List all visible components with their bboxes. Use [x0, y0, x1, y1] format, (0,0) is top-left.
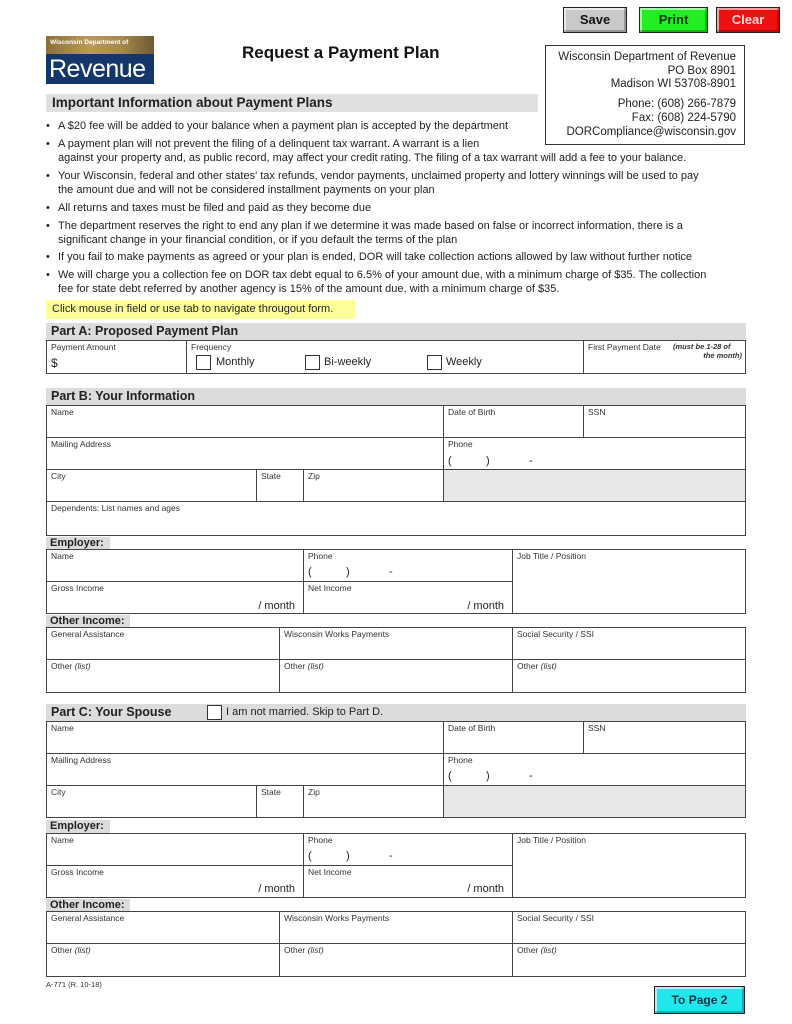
- monthly-checkbox[interactable]: [196, 355, 211, 370]
- part-c-heading: Part C: Your Spouse: [46, 704, 746, 721]
- spouse-name-field[interactable]: Name: [46, 721, 444, 754]
- spouse-general-assistance-field[interactable]: General Assistance: [46, 911, 280, 944]
- frequency-group: Frequency Monthly Bi-weekly Weekly: [186, 340, 584, 374]
- spouse-ssn-field[interactable]: SSN: [583, 721, 746, 754]
- mailing-address-field[interactable]: Mailing Address: [46, 437, 444, 470]
- spouse-other-income-field[interactable]: Other (list): [279, 943, 513, 977]
- spouse-other-income-field[interactable]: Other (list): [512, 943, 746, 977]
- revenue-logo: [46, 36, 154, 84]
- info-bullet: • The department reserves the right to end any plan if we determine it was made based on false or incorrect information, there is a significant change in your financial condition, or if you default the terms of the plan: [46, 220, 683, 246]
- other-income-field[interactable]: Other (list): [279, 659, 513, 693]
- spouse-zip-field[interactable]: Zip: [303, 785, 444, 818]
- blank-cell: [443, 785, 746, 818]
- info-bullet: • A payment plan will not prevent the filing of a delinquent tax warrant. A warrant is a lien against your property and, as public record, may affect your credit rating. The filing of a tax warrant will add a fee to your balance.: [46, 138, 687, 164]
- state-field[interactable]: State: [256, 469, 304, 502]
- spouse-dob-field[interactable]: Date of Birth: [443, 721, 584, 754]
- save-button[interactable]: Save: [563, 7, 627, 33]
- part-b-heading: Part B: Your Information: [46, 388, 746, 405]
- city-field[interactable]: City: [46, 469, 257, 502]
- logo-name: Revenue: [49, 55, 146, 83]
- net-income-field[interactable]: Net Income / month: [303, 581, 513, 614]
- page-title: Request a Payment Plan: [242, 43, 440, 62]
- info-bullet: • Your Wisconsin, federal and other states' tax refunds, vendor payments, unclaimed property and lottery winnings will be used to pay the amount due and will not be considered installment payments on your plan: [46, 170, 699, 196]
- spouse-other-income-heading: Other Income:: [46, 899, 130, 912]
- zip-field[interactable]: Zip: [303, 469, 444, 502]
- wisconsin-works-field[interactable]: Wisconsin Works Payments: [279, 627, 513, 660]
- general-assistance-field[interactable]: General Assistance: [46, 627, 280, 660]
- employer-heading: Employer:: [46, 537, 110, 550]
- name-field[interactable]: Name: [46, 405, 444, 438]
- spouse-employer-heading: Employer:: [46, 820, 110, 833]
- spouse-state-field[interactable]: State: [256, 785, 304, 818]
- logo-agency: Wisconsin Department of: [50, 39, 129, 46]
- spouse-gross-income-field[interactable]: Gross Income / month: [46, 865, 304, 898]
- address-line3: Madison WI 53708-8901: [610, 78, 736, 90]
- biweekly-checkbox[interactable]: [305, 355, 320, 370]
- other-income-field[interactable]: Other (list): [512, 659, 746, 693]
- other-income-heading: Other Income:: [46, 615, 130, 628]
- spouse-net-income-field[interactable]: Net Income / month: [303, 865, 513, 898]
- other-income-field[interactable]: Other (list): [46, 659, 280, 693]
- job-title-field[interactable]: Job Title / Position: [512, 549, 746, 614]
- ssn-field[interactable]: SSN: [583, 405, 746, 438]
- spouse-city-field[interactable]: City: [46, 785, 257, 818]
- dob-field[interactable]: Date of Birth: [443, 405, 584, 438]
- spouse-employer-phone-field[interactable]: Phone ( ) -: [303, 833, 513, 866]
- phone-field[interactable]: Phone ( ) -: [443, 437, 746, 470]
- info-heading: Important Information about Payment Plans: [46, 94, 538, 112]
- spouse-job-title-field[interactable]: Job Title / Position: [512, 833, 746, 898]
- address-line2: PO Box 8901: [667, 65, 736, 77]
- dependents-field[interactable]: Dependents: List names and ages: [46, 501, 746, 536]
- navigation-hint: Click mouse in field or use tab to navigate througout form.: [46, 300, 355, 319]
- first-payment-date-field[interactable]: First Payment Date (must be 1-28 of the month): [583, 340, 746, 374]
- spouse-wisconsin-works-field[interactable]: Wisconsin Works Payments: [279, 911, 513, 944]
- address-phone: Phone: (608) 266-7879: [617, 98, 736, 110]
- employer-name-field[interactable]: Name: [46, 549, 304, 582]
- part-a-heading: Part A: Proposed Payment Plan: [46, 323, 746, 340]
- address-box: [545, 45, 745, 145]
- spouse-social-security-field[interactable]: Social Security / SSI: [512, 911, 746, 944]
- form-code: A-771 (R. 10-18): [46, 980, 102, 989]
- to-page-2-button[interactable]: To Page 2: [654, 986, 745, 1014]
- clear-button[interactable]: Clear: [716, 7, 780, 33]
- address-line1: Wisconsin Department of Revenue: [558, 51, 736, 63]
- payment-amount-field[interactable]: Payment Amount $: [46, 340, 187, 374]
- info-bullet: • We will charge you a collection fee on DOR tax debt equal to 6.5% of your amount due, with a minimum charge of $35. The collection fee for state debt referred by another agency is 15% of the amount due, with a minimum charge of $35.: [46, 269, 707, 295]
- spouse-phone-field[interactable]: Phone ( ) -: [443, 753, 746, 786]
- address-email: DORCompliance@wisconsin.gov: [566, 126, 736, 138]
- social-security-field[interactable]: Social Security / SSI: [512, 627, 746, 660]
- not-married-checkbox[interactable]: [207, 705, 222, 720]
- employer-phone-field[interactable]: Phone ( ) -: [303, 549, 513, 582]
- address-fax: Fax: (608) 224-5790: [631, 112, 736, 124]
- weekly-checkbox[interactable]: [427, 355, 442, 370]
- spouse-mailing-address-field[interactable]: Mailing Address: [46, 753, 444, 786]
- not-married-label: I am not married. Skip to Part D.: [226, 706, 384, 718]
- blank-cell: [443, 469, 746, 502]
- gross-income-field[interactable]: Gross Income / month: [46, 581, 304, 614]
- spouse-other-income-field[interactable]: Other (list): [46, 943, 280, 977]
- print-button[interactable]: Print: [639, 7, 708, 33]
- spouse-employer-name-field[interactable]: Name: [46, 833, 304, 866]
